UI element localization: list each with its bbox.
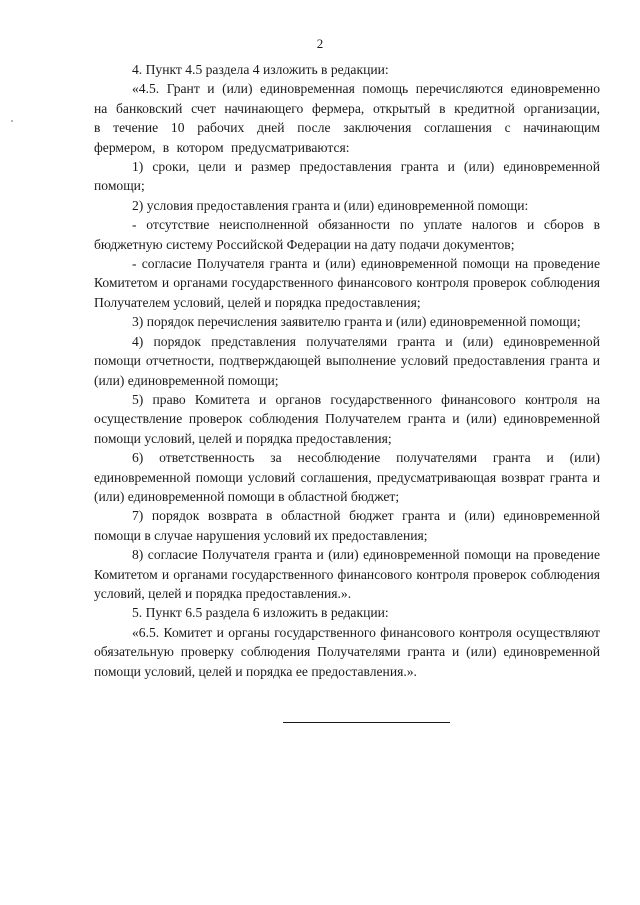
paragraph-item-5-heading: 5. Пункт 6.5 раздела 6 изложить в редакции: — [132, 605, 389, 621]
list-item-2: 2) условия предоставления гранта и (или) единовременной помощи: — [132, 197, 529, 213]
page-number: 2 — [316, 36, 324, 51]
list-item-1: 1) сроки, цели и размер предоставления гранта и (или) единовременной помощи; — [94, 159, 600, 194]
paragraph-4-5-text: «4.5. Грант и (или) единовременная помощь перечисляются единовременно на банковский счет начинающего фермера, открытый в кредитной организации, в течение 10 рабочих дней после заключения соглашения с начинающим фермером, в котором предусматриваются: — [94, 81, 600, 155]
list-item-2-dash-2: - согласие Получателя гранта и (или) единовременной помощи на проведение Комитетом и органами государственного финансового контроля проверок соблюдения Получателем условий, целей и порядка предоставления; — [94, 256, 600, 310]
list-item-3: 3) порядок перечисления заявителю гранта и (или) единовременной помощи; — [132, 314, 581, 330]
list-item-5: 5) право Комитета и органов государственного финансового контроля на осуществление проверок соблюдения Получателем гранта и (или) единовременной помощи условий, целей и порядка предоставления; — [94, 391, 600, 446]
list-item-8: 8) согласие Получателя гранта и (или) единовременной помощи на проведение Комитетом и органами государственного финансового контроля проверок соблюдения условий, целей и порядка предоставления.». — [94, 547, 600, 601]
list-item-4: 4) порядок представления получателями гранта и (или) единовременной помощи отчетности, подтверждающей выполнение условий предоставления гранта и (или) единовременной помощи; — [94, 333, 600, 388]
closing-divider-line — [283, 722, 450, 723]
document-body — [94, 60, 600, 681]
list-item-6: 6) ответственность за несоблюдение получателями гранта и (или) единовременной помощи условий соглашения, предусматривающая возврат гранта и (или) единовременной помощи в областной бюджет; — [94, 450, 600, 504]
paragraph-6-5-text: «6.5. Комитет и органы государственного финансового контроля осуществляют обязательную проверку соблюдения Получателями гранта и (или) единовременной помощи условий, целей и порядка ее предоставления.». — [94, 624, 600, 679]
list-item-7: 7) порядок возврата в областной бюджет гранта и (или) единовременной помощи в случае нарушения условий их предоставления; — [94, 508, 600, 543]
paragraph-item-4-heading: 4. Пункт 4.5 раздела 4 изложить в редакции: — [132, 62, 389, 77]
list-item-2-dash-1: - отсутствие неисполненной обязанности по уплате налогов и сборов в бюджетную систему Российской Федерации на дату подачи документов; — [94, 217, 600, 252]
scan-mark — [11, 120, 13, 122]
